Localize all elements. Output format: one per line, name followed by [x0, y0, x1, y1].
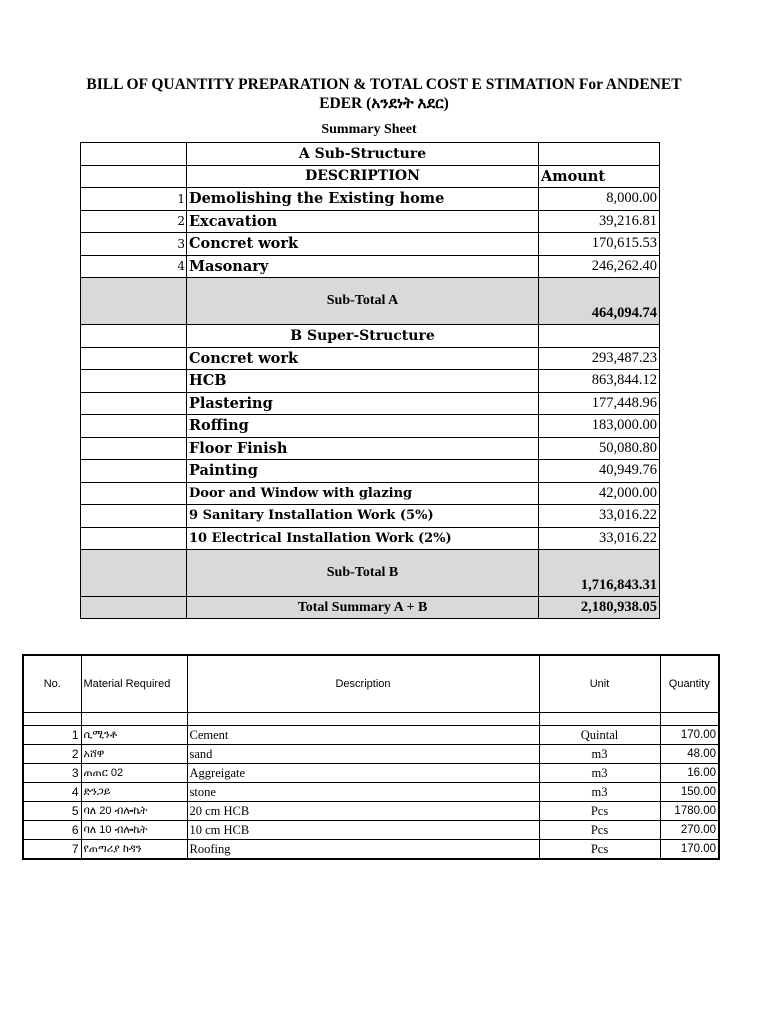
- material-description: 20 cm HCB: [187, 802, 539, 821]
- material-quantity: 16.00: [660, 764, 719, 783]
- item-description: Masonary: [187, 255, 539, 278]
- table-row: [81, 460, 660, 483]
- material-unit: Pcs: [539, 821, 660, 840]
- table-row: [23, 726, 719, 745]
- material-number: 7: [23, 840, 81, 860]
- item-description: Roffing: [187, 415, 539, 438]
- item-description: Floor Finish: [187, 437, 539, 460]
- material-unit: Pcs: [539, 802, 660, 821]
- table-row: [81, 233, 660, 256]
- material-unit: m3: [539, 745, 660, 764]
- total-value: 2,180,938.05: [539, 597, 660, 619]
- item-description: 9 Sanitary Installation Work (5%): [187, 505, 539, 528]
- material-quantity: 150.00: [660, 783, 719, 802]
- table-row: [81, 370, 660, 393]
- table-row: [81, 347, 660, 370]
- material-number: 6: [23, 821, 81, 840]
- material-description: Aggreigate: [187, 764, 539, 783]
- item-amount: 40,949.76: [539, 460, 660, 483]
- material-number: 1: [23, 726, 81, 745]
- material-name: ባለ 20 ብሎኬት: [81, 802, 187, 821]
- item-amount: 293,487.23: [539, 347, 660, 370]
- col-header-unit: Unit: [539, 655, 660, 713]
- materials-table: [22, 654, 720, 860]
- material-name: ድንጋይ: [81, 783, 187, 802]
- description-header: DESCRIPTION: [187, 165, 539, 188]
- summary-table: [80, 142, 660, 619]
- table-row: [81, 437, 660, 460]
- item-number: 3: [81, 233, 187, 256]
- material-quantity: 270.00: [660, 821, 719, 840]
- table-row: [23, 821, 719, 840]
- item-amount: 39,216.81: [539, 210, 660, 233]
- item-amount: 50,080.80: [539, 437, 660, 460]
- item-amount: 183,000.00: [539, 415, 660, 438]
- item-number: 2: [81, 210, 187, 233]
- material-name: አሸዋ: [81, 745, 187, 764]
- material-name: የጠጣሪያ ከዳን: [81, 840, 187, 860]
- total-label: Total Summary A + B: [187, 597, 539, 619]
- section-b-heading: B Super-Structure: [187, 325, 539, 348]
- material-number: 3: [23, 764, 81, 783]
- subtotal-b-value: 1,716,843.31: [539, 550, 660, 597]
- item-description: Concret work: [187, 347, 539, 370]
- col-header-quantity: Quantity: [660, 655, 719, 713]
- section-b-heading-row: [81, 325, 660, 348]
- table-row: [81, 255, 660, 278]
- spacer-row: [23, 713, 719, 726]
- item-amount: 33,016.22: [539, 505, 660, 528]
- table-row: [23, 840, 719, 860]
- table-row: [81, 482, 660, 505]
- item-description: Painting: [187, 460, 539, 483]
- item-amount: 863,844.12: [539, 370, 660, 393]
- section-a-heading: A Sub-Structure: [187, 143, 539, 166]
- material-number: 4: [23, 783, 81, 802]
- table-row: [81, 505, 660, 528]
- document-title: [30, 75, 738, 113]
- item-amount: 42,000.00: [539, 482, 660, 505]
- material-unit: m3: [539, 764, 660, 783]
- total-row: [81, 597, 660, 619]
- item-description: 10 Electrical Installation Work (2%): [187, 527, 539, 550]
- material-description: Roofing: [187, 840, 539, 860]
- table-row: [23, 783, 719, 802]
- table-row: [81, 527, 660, 550]
- subtotal-b-label: Sub-Total B: [187, 550, 539, 597]
- material-description: sand: [187, 745, 539, 764]
- item-number: 1: [81, 188, 187, 211]
- item-description: Door and Window with glazing: [187, 482, 539, 505]
- material-description: Cement: [187, 726, 539, 745]
- material-number: 2: [23, 745, 81, 764]
- material-unit: Pcs: [539, 840, 660, 860]
- table-row: [81, 188, 660, 211]
- subtotal-a-label: Sub-Total A: [187, 278, 539, 325]
- material-quantity: 1780.00: [660, 802, 719, 821]
- material-description: 10 cm HCB: [187, 821, 539, 840]
- item-description: Concret work: [187, 233, 539, 256]
- subtotal-a-row: [81, 278, 660, 325]
- amount-header: Amount: [539, 165, 660, 188]
- material-description: stone: [187, 783, 539, 802]
- section-a-heading-row: [81, 143, 660, 166]
- material-quantity: 170.00: [660, 726, 719, 745]
- subtotal-a-value: 464,094.74: [539, 278, 660, 325]
- title-line-1: BILL OF QUANTITY PREPARATION & TOTAL COST E STIMATION For ANDENET: [86, 76, 682, 93]
- item-amount: 170,615.53: [539, 233, 660, 256]
- material-name: ባለ 10 ብሎኬት: [81, 821, 187, 840]
- item-description: Plastering: [187, 392, 539, 415]
- materials-header-row: [23, 655, 719, 713]
- item-amount: 177,448.96: [539, 392, 660, 415]
- table-row: [23, 802, 719, 821]
- item-description: HCB: [187, 370, 539, 393]
- material-name: ጠጠር 02: [81, 764, 187, 783]
- col-header-no: No.: [23, 655, 81, 713]
- subtotal-b-row: [81, 550, 660, 597]
- material-quantity: 48.00: [660, 745, 719, 764]
- title-line-2: EDER (አንደነት እደር): [319, 95, 449, 112]
- summary-header-row: [81, 165, 660, 188]
- material-unit: Quintal: [539, 726, 660, 745]
- sheet-title: Summary Sheet: [321, 122, 417, 137]
- col-header-material: Material Required: [81, 655, 187, 713]
- item-description: Excavation: [187, 210, 539, 233]
- item-amount: 33,016.22: [539, 527, 660, 550]
- material-unit: m3: [539, 783, 660, 802]
- table-row: [81, 210, 660, 233]
- item-number: 4: [81, 255, 187, 278]
- table-row: [81, 392, 660, 415]
- material-name: ሲሚንቶ: [81, 726, 187, 745]
- item-amount: 246,262.40: [539, 255, 660, 278]
- table-row: [23, 764, 719, 783]
- table-row: [23, 745, 719, 764]
- material-quantity: 170.00: [660, 840, 719, 860]
- item-description: Demolishing the Existing home: [187, 188, 539, 211]
- item-amount: 8,000.00: [539, 188, 660, 211]
- table-row: [81, 415, 660, 438]
- col-header-description: Description: [187, 655, 539, 713]
- material-number: 5: [23, 802, 81, 821]
